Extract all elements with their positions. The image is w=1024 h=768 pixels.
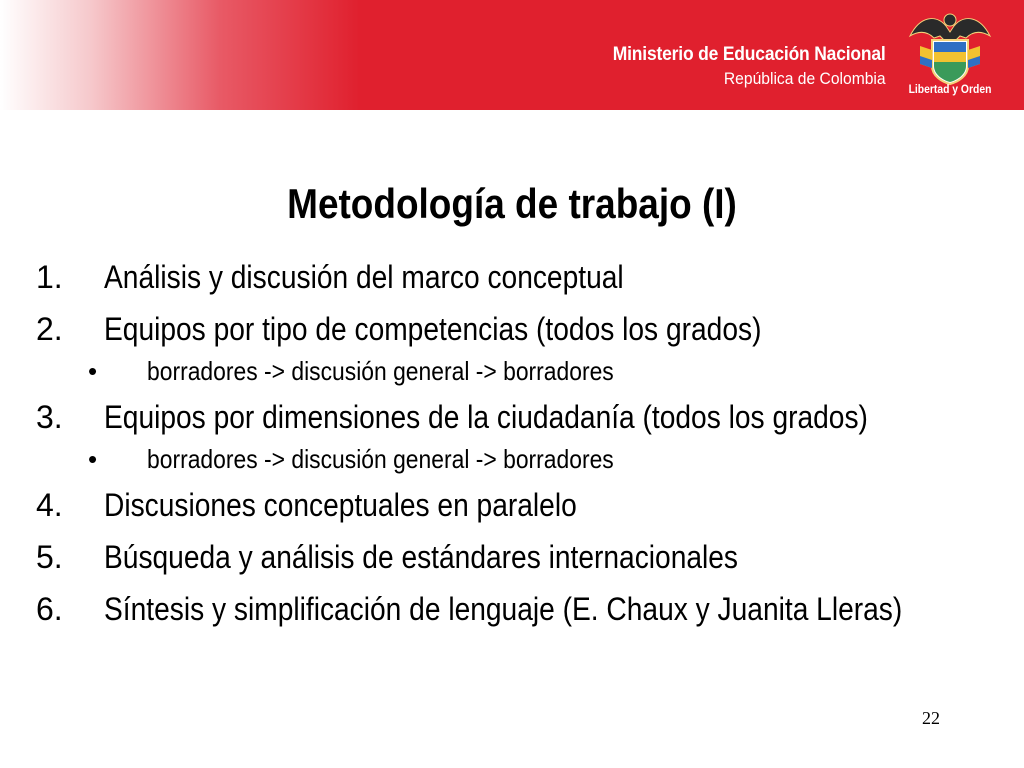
list-text: Discusiones conceptuales en paralelo: [104, 487, 577, 523]
list-text: Equipos por dimensiones de la ciudadanía (todos los grados): [104, 399, 868, 435]
bullet-icon: •: [88, 444, 98, 474]
list-text: Búsqueda y análisis de estándares internacionales: [104, 539, 739, 575]
list-item: [32, 258, 1012, 296]
list-number: 4.: [36, 487, 63, 523]
list-number: 5.: [36, 539, 63, 575]
page-number: 22: [922, 708, 940, 728]
ministry-block: [589, 44, 886, 88]
slide-title: Metodología de trabajo (I): [287, 180, 737, 227]
list-number: 1.: [36, 259, 63, 295]
list-item: [32, 310, 1012, 348]
sub-bullet-text: borradores -> discusión general -> borradores: [147, 356, 614, 386]
list-item: [32, 486, 1012, 524]
slide-content: [32, 258, 1012, 642]
list-item: [32, 590, 1012, 628]
seal-motto: Libertad y Orden: [908, 84, 992, 96]
bullet-icon: •: [88, 356, 98, 386]
sub-bullet-item: [32, 356, 1012, 386]
list-item: [32, 538, 1012, 576]
list-item: [32, 398, 1012, 436]
list-number: 6.: [36, 591, 63, 627]
republic-name: República de Colombia: [724, 68, 886, 88]
list-text: Síntesis y simplificación de lenguaje (E. Chaux y Juanita Lleras): [104, 591, 903, 627]
list-text: Análisis y discusión del marco conceptual: [104, 259, 624, 295]
list-text: Equipos por tipo de competencias (todos los grados): [104, 311, 762, 347]
sub-bullet-item: [32, 444, 1012, 474]
sub-bullet-text: borradores -> discusión general -> borradores: [147, 444, 614, 474]
list-number: 3.: [36, 399, 63, 435]
ministry-name: Ministerio de Educación Nacional: [613, 44, 886, 65]
list-number: 2.: [36, 311, 63, 347]
